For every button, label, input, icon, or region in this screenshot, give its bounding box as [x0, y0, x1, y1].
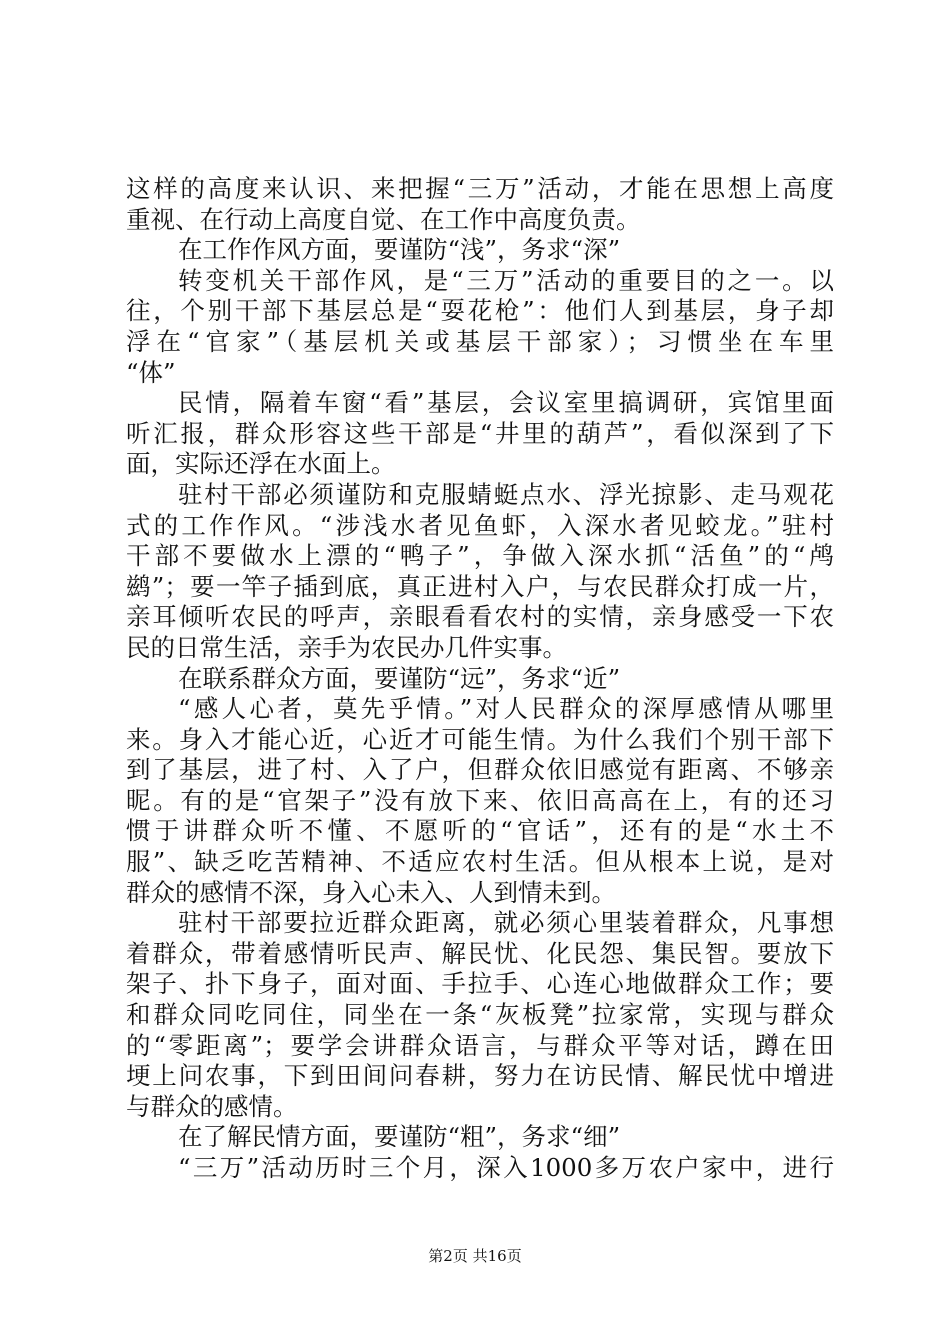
- text-line: 与群众的感情。: [126, 1091, 298, 1121]
- text-line: 重视、在行动上高度自觉、在工作中高度负责。: [126, 204, 641, 234]
- text-line: “体”: [126, 357, 176, 387]
- text-line: 到了基层，进了村、入了户，但群众依旧感觉有距离、不够亲: [126, 755, 834, 785]
- text-line: 昵。有的是“官架子”没有放下来、依旧高高在上，有的还习: [126, 785, 834, 815]
- text-line: “感人心者，莫先乎情。”对人民群众的深厚感情从哪里: [178, 694, 834, 724]
- text-line: 转变机关干部作风，是“三万”活动的重要目的之一。以: [178, 265, 834, 295]
- text-line: 和群众同吃同住，同坐在一条“灰板凳”拉家常，实现与群众: [126, 1000, 834, 1030]
- text-line: 听汇报，群众形容这些干部是“井里的葫芦”，看似深到了下: [126, 418, 834, 448]
- text-line: 驻村干部必须谨防和克服蜻蜓点水、浮光掠影、走马观花: [178, 479, 834, 509]
- text-line: 来。身入才能心近，心近才可能生情。为什么我们个别干部下: [126, 724, 834, 754]
- section-heading: 在联系群众方面，要谨防“远”，务求“近”: [178, 663, 621, 693]
- text-line: 民情，隔着车窗“看”基层，会议室里搞调研，宾馆里面: [178, 388, 834, 418]
- text-line: 这样的高度来认识、来把握“三万”活动，才能在思想上高度: [126, 174, 834, 203]
- text-line: 架子、扑下身子，面对面、手拉手、心连心地做群众工作；要: [126, 969, 834, 999]
- text-line: “三万”活动历时三个月，深入1000多万农户家中，进行: [178, 1153, 834, 1182]
- text-line: 浮在“官家”（基层机关或基层干部家）；习惯坐在车里: [126, 326, 834, 356]
- text-line: 群众的感情不深，身入心未入、人到情未到。: [126, 877, 616, 907]
- section-heading: 在了解民情方面，要谨防“粗”，务求“细”: [178, 1122, 621, 1152]
- text-line: 惯于讲群众听不懂、不愿听的“官话”，还有的是“水土不: [126, 816, 834, 846]
- text-line: 的“零距离”；要学会讲群众语言，与群众平等对话，蹲在田: [126, 1030, 834, 1060]
- text-line: 民的日常生活，亲手为农民办几件实事。: [126, 632, 567, 662]
- text-line: 式的工作作风。“涉浅水者见鱼虾，入深水者见蛟龙。”驻村: [126, 510, 834, 540]
- page-number-label: 第2页 共16页: [428, 1247, 522, 1265]
- text-line: 亲耳倾听农民的呼声，亲眼看看农村的实情，亲身感受一下农: [126, 602, 834, 632]
- text-line: 干部不要做水上漂的“鸭子”，争做入深水抓“活鱼”的“鸬: [126, 541, 834, 571]
- text-line: 埂上问农事，下到田间问春耕，努力在访民情、解民忧中增进: [126, 1061, 834, 1091]
- text-line: 驻村干部要拉近群众距离，就必须心里装着群众，凡事想: [178, 908, 834, 938]
- text-line: 往，个别干部下基层总是“耍花枪”：他们人到基层，身子却: [126, 296, 834, 326]
- document-body: [126, 174, 834, 1184]
- page-footer: [0, 1246, 950, 1266]
- text-line: 着群众，带着感情听民声、解民忧、化民怨、集民智。要放下: [126, 938, 834, 968]
- section-heading: 在工作作风方面，要谨防“浅”，务求“深”: [178, 235, 621, 265]
- text-line: 面，实际还浮在水面上。: [126, 449, 396, 479]
- text-line: 鹚”；要一竿子插到底，真正进村入户，与农民群众打成一片，: [126, 571, 834, 601]
- text-line: 服”、缺乏吃苦精神、不适应农村生活。但从根本上说，是对: [126, 847, 834, 877]
